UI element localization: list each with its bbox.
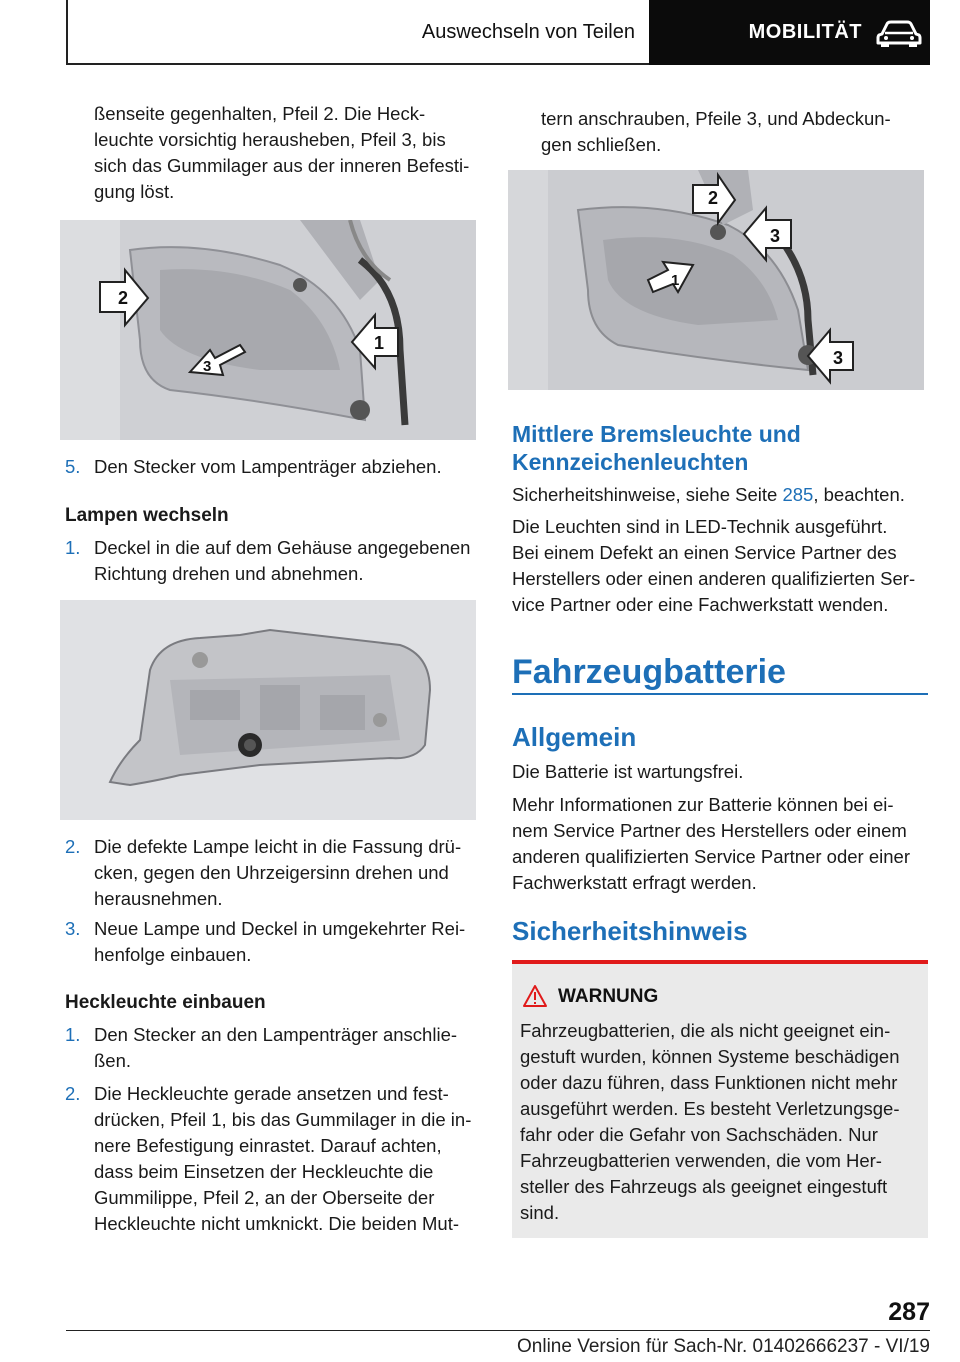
- warning-triangle-icon: [522, 984, 548, 1008]
- warning-title: WARNUNG: [558, 986, 659, 1007]
- brake-light-heading: Mittlere Bremsleuchte und Kennzeichenleuchten: [512, 421, 801, 475]
- warning-box: [512, 960, 928, 1238]
- fig1-arrow-label: 1: [374, 333, 385, 353]
- footer-version: Online Version für Sach-Nr. 01402666237 - VI/19: [517, 1336, 930, 1357]
- fig3-arrow-label: 3: [770, 226, 781, 246]
- footer-rule: [66, 1330, 930, 1331]
- safety-reference: Sicherheitshinweise, siehe Seite 285, beachten.: [512, 484, 905, 505]
- battery-heading-rule: [512, 693, 928, 695]
- install-heading: Heckleuchte einbauen: [65, 992, 266, 1013]
- battery-heading: Fahrzeugbatterie: [512, 653, 786, 691]
- page-link[interactable]: 285: [782, 484, 814, 505]
- fig3-arrow-label: 3: [833, 348, 844, 368]
- chapter-title: MOBILITÄT: [748, 21, 862, 43]
- section-title: Auswechseln von Teilen: [421, 21, 635, 43]
- car-icon: [876, 18, 922, 48]
- safety-heading: Sicherheitshinweis: [512, 916, 748, 946]
- info-paragraph: Mehr Informationen zur Batterie können bei ei‐ nem Service Partner des Herstellers oder einem anderen qualifizierten Service Partner oder einer Fachwerkstatt erfragt werden.: [512, 794, 910, 893]
- continued-paragraph: tern anschrauben, Pfeile 3, und Abdeckun‐ gen schließen.: [541, 108, 891, 155]
- warning-text: Fahrzeugbatterien, die als nicht geeignet ein‐ gestuft wurden, können Systeme beschädigen oder dazu führen, dass Funktionen nicht mehr ausgeführt werden. Es besteht Verletzungsge‐ fahr oder die Gefahr von Sachschäden. Nur Fahrzeugbatterien verwenden, die vom Her‐ steller des Fahrzeugs als geeignet eingestuft sind.: [520, 1020, 900, 1223]
- general-line: Die Batterie ist wartungsfrei.: [512, 761, 744, 782]
- intro-paragraph: ßenseite gegenhalten, Pfeil 2. Die Heck‐ leuchte vorsichtig herausheben, Pfeil 3, bis sich das Gummilager aus der inneren Befesti‐ gung löst.: [94, 103, 470, 202]
- lamp-housing-figure: [60, 600, 476, 820]
- taillight-removal-figure: [60, 220, 476, 440]
- led-paragraph: Die Leuchten sind in LED-Technik ausgeführt. Bei einem Defekt an einen Service Partner des Herstellers oder einen anderen qualifizierten Ser‐ vice Partner oder eine Fachwerkstatt wenden.: [512, 516, 916, 615]
- taillight-install-figure: [508, 170, 924, 390]
- fig3-arrow-label: 2: [708, 188, 719, 208]
- general-heading: Allgemein: [512, 722, 637, 752]
- fig1-arrow-label: 3: [203, 358, 212, 375]
- fig1-arrow-label: 2: [118, 288, 129, 308]
- page-number: 287: [888, 1298, 930, 1326]
- lamp-change-heading: Lampen wechseln: [65, 505, 229, 526]
- fig3-arrow-label: 1: [671, 272, 680, 289]
- chapter-tab[interactable]: [649, 0, 930, 65]
